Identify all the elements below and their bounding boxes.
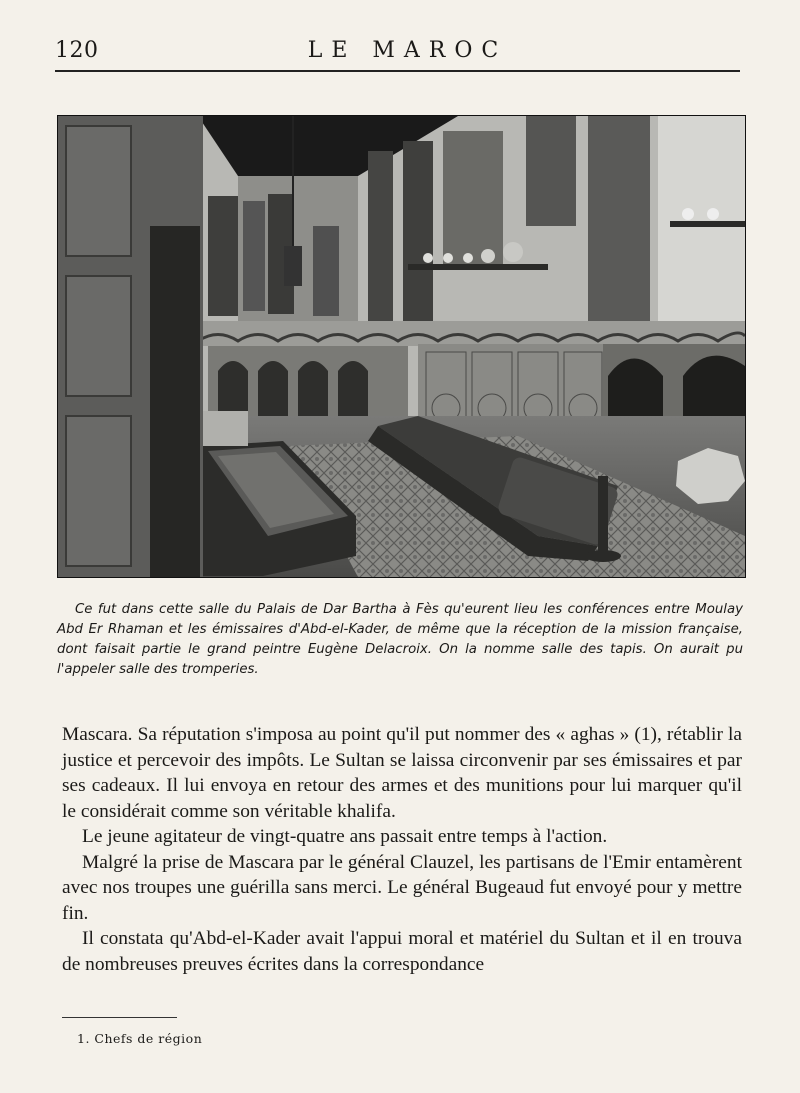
footnote-rule (62, 1017, 177, 1018)
caption-text: Ce fut dans cette salle du Palais de Dar Bartha à Fès qu'eurent lieu les conférences entre Moulay Abd Er Rhaman et les émissaires d'Abd-el-Kader, de même que la réception de la mission française, dont faisait partie le grand peintre Eugène Delacroix. On la nomme salle des tapis. On aurait pu l'appeler salle des tromperies. (57, 602, 743, 677)
body-text (62, 722, 742, 977)
interior-photograph (57, 115, 746, 578)
paragraph: Mascara. Sa réputation s'imposa au point qu'il put nommer des « aghas » (1), rétablir la justice et percevoir des impôts. Le Sultan se laissa circonvenir par ses émissaires et par ses cadeaux. Il lui envoya en retour des armes et des munitions pour lui marquer qu'il le considérait comme son véritable khalifa. (62, 724, 742, 822)
photo-caption (57, 600, 743, 680)
header-rule (55, 70, 740, 72)
page-number: 120 (55, 38, 99, 63)
paragraph: Le jeune agitateur de vingt-quatre ans passait entre temps à l'action. (82, 826, 608, 847)
paragraph: Il constata qu'Abd-el-Kader avait l'appui moral et matériel du Sultan et il en trouva de nombreuses preuves écrites dans la correspondance (62, 928, 742, 975)
page-header (55, 36, 740, 70)
footnote: 1. Chefs de région (77, 1031, 203, 1046)
paragraph: Malgré la prise de Mascara par le général Clauzel, les partisans de l'Emir entamèrent avec nos troupes une guérilla sans merci. Le général Bugeaud fut envoyé pour y mettre fin. (62, 851, 742, 924)
running-title: LE MAROC (307, 38, 508, 63)
photograph-interior-hall-icon (58, 116, 745, 577)
